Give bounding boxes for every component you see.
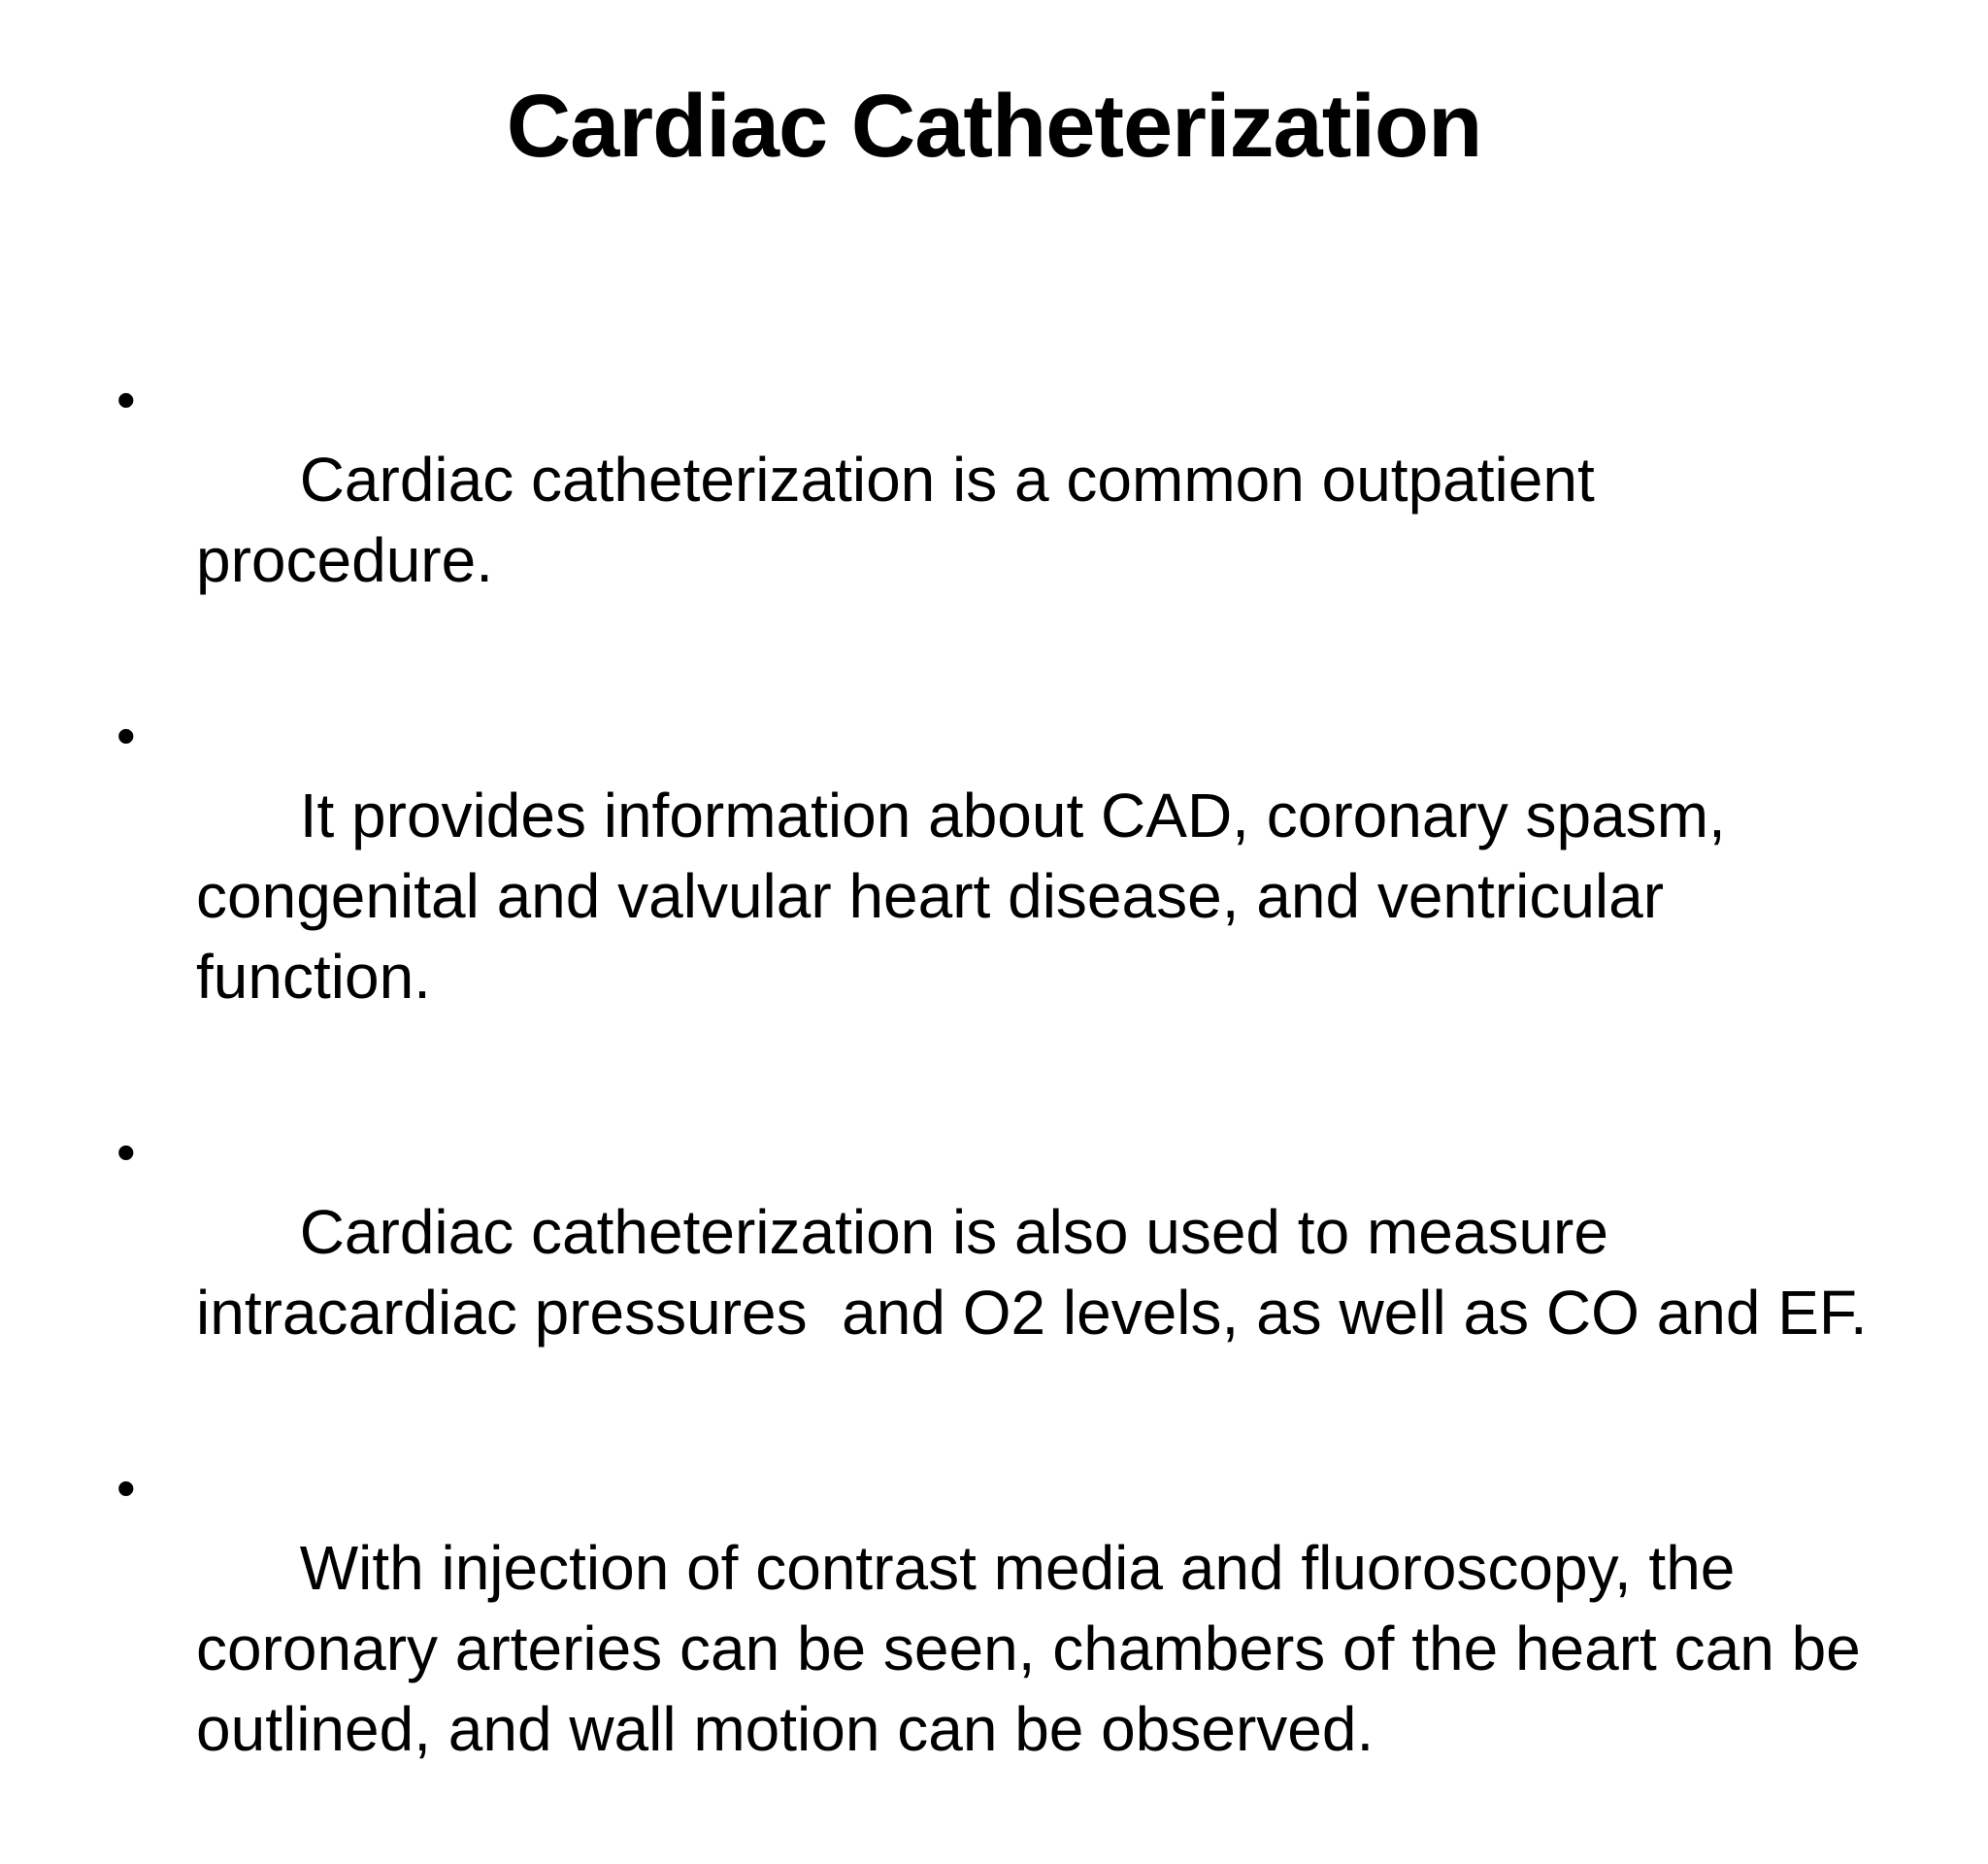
bullet-icon: •	[116, 369, 136, 430]
bullet-item	[116, 695, 1893, 1098]
bullet-icon: •	[116, 1457, 136, 1518]
bullet-icon: •	[116, 1121, 136, 1182]
bullet-icon: •	[116, 705, 136, 766]
bullet-text: Cardiac catheterization is a common outpatient procedure.	[196, 445, 1612, 595]
bullet-item	[116, 1112, 1893, 1434]
bullet-text: Cardiac catheterization is also used to measure intracardiac pressures and O2 levels, as well as CO and EF.	[196, 1197, 1868, 1348]
bullet-text: With injection of contrast media and fluoroscopy, the coronary arteries can be seen, chambers of the heart can be outlined, and wall motion can be observed.	[196, 1533, 1878, 1764]
bullet-item	[116, 1448, 1893, 1850]
bullet-list	[116, 359, 1893, 1864]
bullet-item	[116, 359, 1893, 682]
slide-title: Cardiac Catheterization	[506, 77, 1482, 176]
bullet-text: It provides information about CAD, coronary spasm, congenital and valvular heart disease, and ventricular function.	[196, 781, 1743, 1012]
